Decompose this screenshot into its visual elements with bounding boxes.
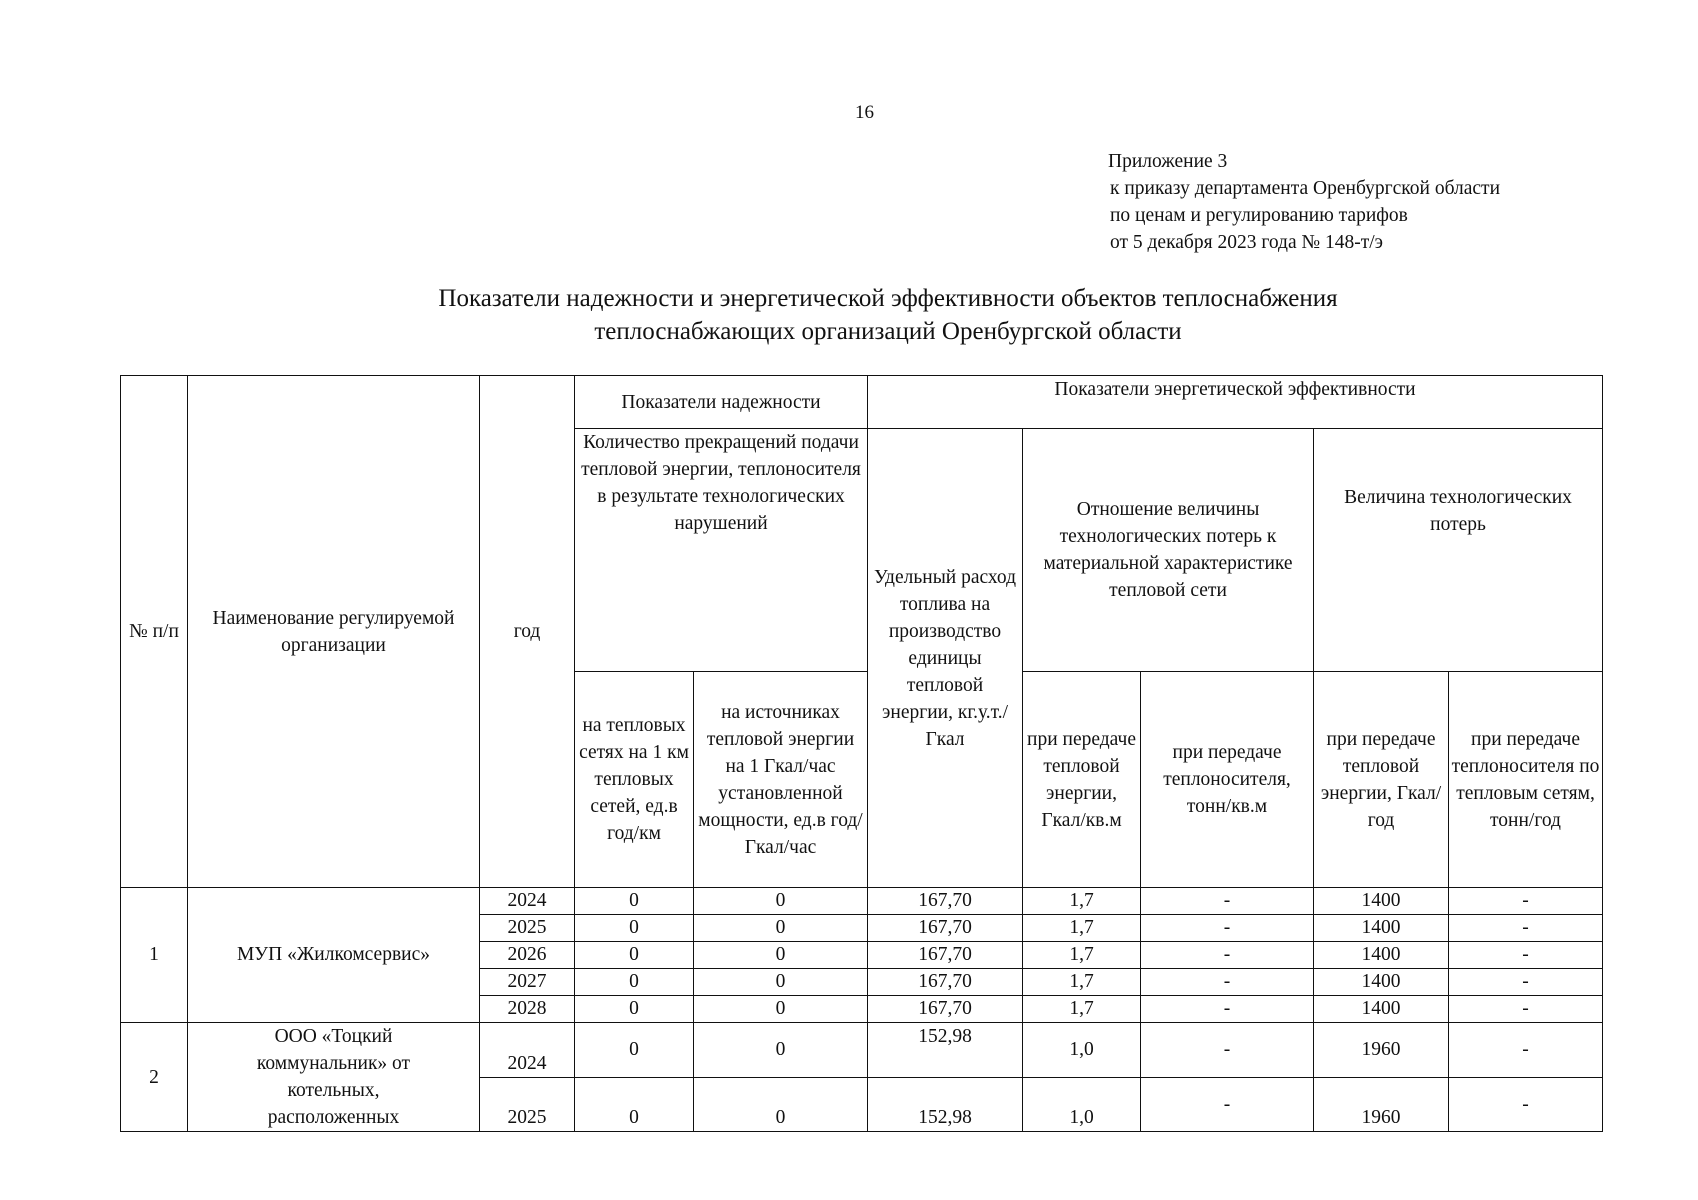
cell-loss-heat: 1400 xyxy=(1314,969,1449,996)
table-row xyxy=(121,888,1603,915)
header-loss-carrier: при передаче теплоносителя по тепловым сетям, тонн/год xyxy=(1449,672,1603,888)
cell-loss-heat: 1960 xyxy=(1314,1023,1449,1078)
cell-src: 0 xyxy=(694,942,868,969)
appendix-order: к приказу департамента Оренбургской области xyxy=(1110,178,1500,199)
header-year: год xyxy=(480,376,575,888)
header-on-networks: на тепловых сетях на 1 км тепловых сетей, ед.в год/км xyxy=(575,672,694,888)
cell-loss-heat: 1400 xyxy=(1314,915,1449,942)
cell-fuel: 167,70 xyxy=(868,969,1023,996)
cell-ratio-heat: 1,0 xyxy=(1023,1023,1141,1078)
cell-fuel: 152,98 xyxy=(868,1077,1023,1132)
cell-ratio-carrier: - xyxy=(1141,942,1314,969)
cell-fuel: 167,70 xyxy=(868,888,1023,915)
cell-ratio-carrier: - xyxy=(1141,888,1314,915)
header-efficiency: Показатели энергетической эффективности xyxy=(868,376,1603,429)
page-number: 16 xyxy=(855,102,874,123)
cell-year: 2027 xyxy=(480,969,575,996)
cell-src: 0 xyxy=(694,915,868,942)
cell-year: 2025 xyxy=(480,915,575,942)
title-line-2: теплоснабжающих организаций Оренбургской области xyxy=(594,318,1182,345)
org-name: ООО «Тоцкий коммунальник» от котельных, расположенных xyxy=(188,1023,480,1132)
appendix-title: Приложение 3 xyxy=(1108,151,1228,172)
header-on-sources: на источниках тепловой энергии на 1 Гкал/час установленной мощности, ед.в год/Гкал/час xyxy=(694,672,868,888)
cell-src: 0 xyxy=(694,888,868,915)
cell-src: 0 xyxy=(694,969,868,996)
cell-fuel: 152,98 xyxy=(868,1023,1023,1078)
cell-loss-carrier: - xyxy=(1449,1023,1603,1078)
cell-ratio-heat: 1,7 xyxy=(1023,942,1141,969)
cell-net: 0 xyxy=(575,1077,694,1132)
cell-year: 2025 xyxy=(480,1077,575,1132)
cell-ratio-heat: 1,7 xyxy=(1023,969,1141,996)
header-interruptions: Количество прекращений подачи тепловой энергии, теплоносителя в результате технологических нарушений xyxy=(575,429,868,672)
cell-net: 0 xyxy=(575,942,694,969)
cell-loss-carrier: - xyxy=(1449,888,1603,915)
cell-ratio-carrier: - xyxy=(1141,1023,1314,1078)
appendix-date: от 5 декабря 2023 года № 148-т/э xyxy=(1110,232,1383,253)
cell-loss-carrier: - xyxy=(1449,942,1603,969)
appendix-department: по ценам и регулированию тарифов xyxy=(1110,205,1408,226)
org-num: 2 xyxy=(121,1023,188,1132)
header-reliability: Показатели надежности xyxy=(575,376,868,429)
header-org-name: Наименование регулируемой организации xyxy=(188,376,480,888)
cell-year: 2024 xyxy=(480,1023,575,1078)
appendix-block xyxy=(1108,148,1500,256)
cell-net: 0 xyxy=(575,969,694,996)
cell-loss-carrier: - xyxy=(1449,915,1603,942)
document-title xyxy=(300,282,1476,348)
cell-year: 2024 xyxy=(480,888,575,915)
cell-ratio-carrier: - xyxy=(1141,1077,1314,1132)
cell-ratio-heat: 1,7 xyxy=(1023,915,1141,942)
cell-loss-carrier: - xyxy=(1449,996,1603,1023)
header-ratio-heat: при передаче тепловой энергии, Гкал/кв.м xyxy=(1023,672,1141,888)
table-row xyxy=(121,1023,1603,1078)
header-loss-heat: при передаче тепловой энергии, Гкал/год xyxy=(1314,672,1449,888)
cell-loss-heat: 1960 xyxy=(1314,1077,1449,1132)
org-name: МУП «Жилкомсервис» xyxy=(188,888,480,1023)
cell-net: 0 xyxy=(575,888,694,915)
cell-src: 0 xyxy=(694,1077,868,1132)
header-loss-ratio: Отношение величины технологических потерь к материальной характеристике тепловой сети xyxy=(1023,429,1314,672)
cell-loss-heat: 1400 xyxy=(1314,888,1449,915)
cell-loss-heat: 1400 xyxy=(1314,996,1449,1023)
header-tech-losses: Величина технологических потерь xyxy=(1314,429,1603,672)
header-num: № п/п xyxy=(121,376,188,888)
cell-ratio-heat: 1,7 xyxy=(1023,888,1141,915)
cell-ratio-carrier: - xyxy=(1141,996,1314,1023)
cell-src: 0 xyxy=(694,1023,868,1078)
indicators-table xyxy=(120,375,1603,1132)
cell-net: 0 xyxy=(575,996,694,1023)
cell-ratio-heat: 1,0 xyxy=(1023,1077,1141,1132)
cell-net: 0 xyxy=(575,1023,694,1078)
cell-fuel: 167,70 xyxy=(868,996,1023,1023)
org-num: 1 xyxy=(121,888,188,1023)
cell-src: 0 xyxy=(694,996,868,1023)
cell-loss-heat: 1400 xyxy=(1314,942,1449,969)
header-ratio-carrier: при передаче теплоносителя, тонн/кв.м xyxy=(1141,672,1314,888)
cell-ratio-carrier: - xyxy=(1141,969,1314,996)
cell-ratio-carrier: - xyxy=(1141,915,1314,942)
cell-loss-carrier: - xyxy=(1449,1077,1603,1132)
cell-ratio-heat: 1,7 xyxy=(1023,996,1141,1023)
cell-net: 0 xyxy=(575,915,694,942)
cell-year: 2026 xyxy=(480,942,575,969)
cell-loss-carrier: - xyxy=(1449,969,1603,996)
title-line-1: Показатели надежности и энергетической эффективности объектов теплоснабжения xyxy=(438,285,1338,312)
cell-fuel: 167,70 xyxy=(868,915,1023,942)
cell-fuel: 167,70 xyxy=(868,942,1023,969)
header-fuel-rate: Удельный расход топлива на производство единицы тепловой энергии, кг.у.т./Гкал xyxy=(868,429,1023,888)
cell-year: 2028 xyxy=(480,996,575,1023)
